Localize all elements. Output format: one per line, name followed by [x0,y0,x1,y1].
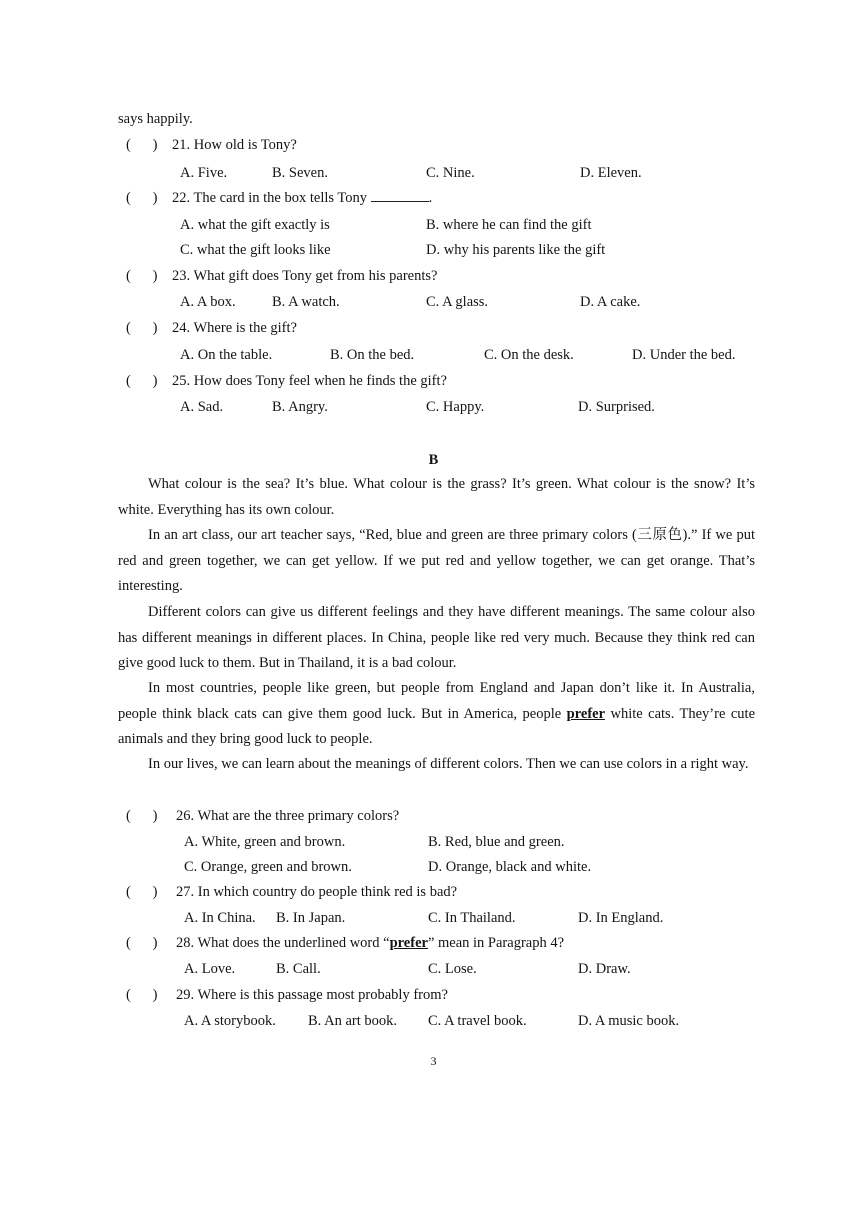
passage-b-paragraph-3: Different colors can give us different feelings and they have different meanings. The same colour also has different meanings in different places. In China, people like red very much. Because they think red can give good luck to them. But in Thailand, it is a bad colour. [118,604,755,671]
option-24-c: C. On the desk. [484,347,574,363]
passage-b-paragraph-2: In an art class, our art teacher says, “Red, blue and green are three primary colors (三原色).” If we put red and green together, we can get yellow. If we put red and yellow together, we can get orange. That’s interesting. [118,527,755,594]
answer-bracket[interactable]: ( ) [126,320,158,336]
answer-bracket[interactable]: ( ) [126,808,158,824]
option-23-b: B. A watch. [272,294,340,310]
page-number: 3 [430,1054,437,1068]
option-29-d: D. A music book. [578,1013,680,1029]
question-22-text [172,188,432,208]
option-23-c: C. A glass. [426,294,489,310]
option-21-c: C. Nine. [426,165,475,181]
option-24-a: A. On the table. [180,347,273,363]
option-27-b: B. In Japan. [276,910,346,926]
question-28-end: ” mean in Paragraph 4? [427,935,565,951]
paragraph-4-lead: In most countries, people like green, but people from England and Japan don’t like it. In Australia, people think black cats can give them good luck. But in America, people [118,680,755,722]
answer-bracket[interactable]: ( ) [126,137,158,153]
option-25-c: C. Happy. [426,399,485,415]
option-25-b: B. Angry. [272,399,328,415]
option-26-d: D. Orange, black and white. [428,859,592,875]
question-29-text: 29. Where is this passage most probably from? [176,987,448,1003]
question-25-text: 25. How does Tony feel when he finds the gift? [172,373,447,389]
option-24-d: D. Under the bed. [632,347,736,363]
option-23-d: D. A cake. [580,294,641,310]
option-21-d: D. Eleven. [580,165,642,181]
option-29-b: B. An art book. [308,1013,398,1029]
question-27-text: 27. In which country do people think red is bad? [176,884,458,900]
option-27-c: C. In Thailand. [428,910,516,926]
option-28-b: B. Call. [276,961,321,977]
option-24-b: B. On the bed. [330,347,415,363]
underlined-word: prefer [566,705,606,722]
option-27-d: D. In England. [578,910,664,926]
question-21-text: 21. How old is Tony? [172,137,297,153]
paragraph-4-tail: white cats. They’re cute animals and they bring good luck to people. [118,705,756,747]
option-25-d: D. Surprised. [578,399,655,415]
option-29-c: C. A travel book. [428,1013,527,1029]
section-b-heading: B [428,452,439,468]
answer-blank [371,189,429,202]
answer-bracket[interactable]: ( ) [126,935,158,951]
answer-bracket[interactable]: ( ) [126,884,158,900]
option-25-a: A. Sad. [180,399,224,415]
question-24-text: 24. Where is the gift? [172,320,297,336]
option-28-d: D. Draw. [578,961,631,977]
option-21-b: B. Seven. [272,165,328,181]
option-21-a: A. Five. [180,165,228,181]
option-28-c: C. Lose. [428,961,477,977]
option-26-b: B. Red, blue and green. [428,834,565,850]
question-26-text: 26. What are the three primary colors? [176,808,400,824]
option-22-d: D. why his parents like the gift [426,242,606,258]
answer-bracket[interactable]: ( ) [126,190,158,206]
option-28-a: A. Love. [184,961,236,977]
option-23-a: A. A box. [180,294,236,310]
option-29-a: A. A storybook. [184,1013,276,1029]
passage-b-paragraph-4 [118,676,755,753]
passage-a-tail: says happily. [118,111,193,127]
question-22-end: . [428,190,433,206]
question-28-underlined-word: prefer [389,935,428,951]
answer-bracket[interactable]: ( ) [126,987,158,1003]
answer-bracket[interactable]: ( ) [126,268,158,284]
answer-bracket[interactable]: ( ) [126,373,158,389]
option-27-a: A. In China. [184,910,256,926]
question-28-stem: 28. What does the underlined word “ [176,935,390,951]
passage-b-paragraph-1: What colour is the sea? It’s blue. What colour is the grass? It’s green. What colour is the snow? It’s white. Everything has its own colour. [118,476,755,518]
passage-b-paragraph-5: In our lives, we can learn about the meanings of different colors. Then we can use colors in a right way. [148,756,749,772]
option-22-c: C. what the gift looks like [180,242,331,258]
option-26-a: A. White, green and brown. [184,834,346,850]
question-28-text [176,933,564,953]
option-22-b: B. where he can find the gift [426,217,592,233]
option-22-a: A. what the gift exactly is [180,217,330,233]
question-22-stem: 22. The card in the box tells Tony [172,190,367,206]
option-26-c: C. Orange, green and brown. [184,859,352,875]
question-23-text: 23. What gift does Tony get from his parents? [172,268,438,284]
